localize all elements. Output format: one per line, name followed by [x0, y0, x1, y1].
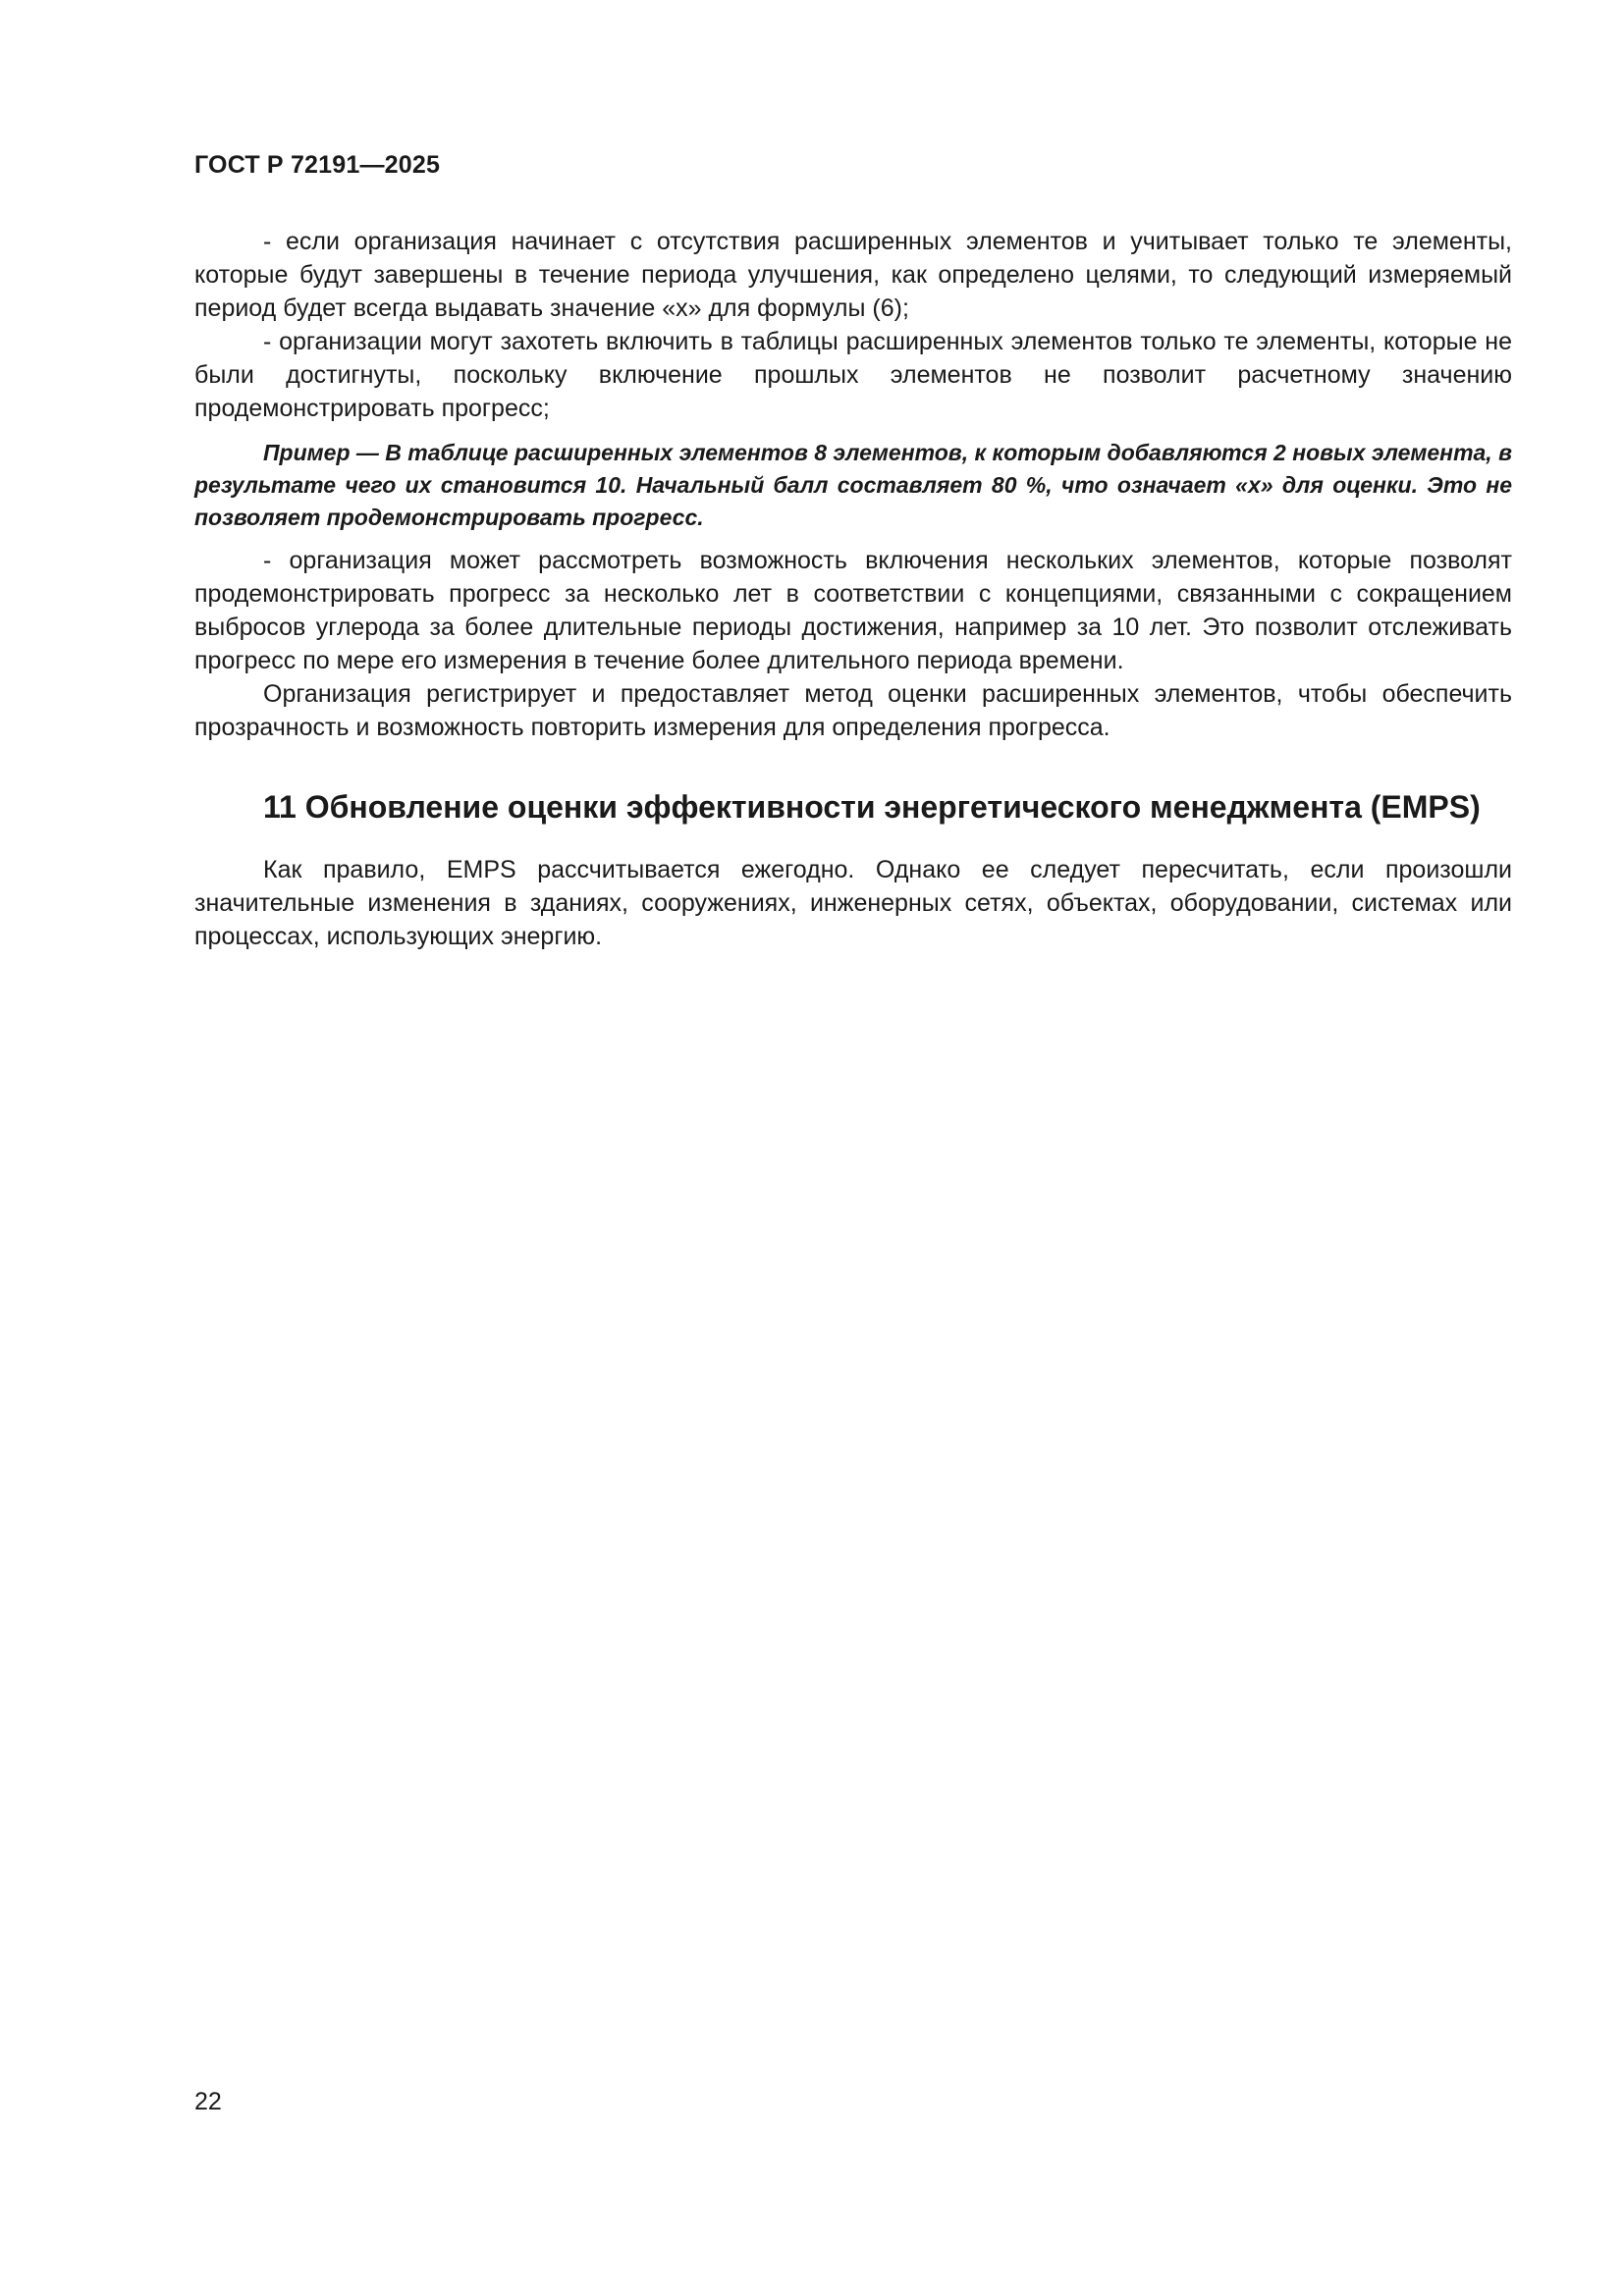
document-content	[194, 225, 1512, 953]
bullet-paragraph-1: - если организация начинает с отсутствия расширенных элементов и учитывает только те элементы, которые будут завершены в течение периода улучшения, как определено целями, то следующий измеряемый период будет всегда выдавать значение «x» для формулы (6);	[194, 228, 1512, 322]
example-note: Пример — В таблице расширенных элементов 8 элементов, к которым добавляются 2 новых элемента, в результате чего их становится 10. Начальный балл составляет 80 %, что означает «x» для оценки. Это не позволяет продемонстрировать прогресс.	[194, 440, 1512, 530]
bullet-paragraph-2: - организации могут захотеть включить в таблицы расширенных элементов только те элементы, которые не были достигнуты, поскольку включение прошлых элементов не позволит расчетному значению продемонстрировать прогресс;	[194, 328, 1512, 422]
section-11-paragraph: Как правило, EMPS рассчитывается ежегодно. Однако ее следует пересчитать, если произошли значительные изменения в зданиях, сооружениях, инженерных сетях, объектах, оборудовании, системах или процессах, использующих энергию.	[194, 856, 1512, 950]
document-id-header: ГОСТ Р 72191—2025	[194, 151, 441, 179]
bullet-paragraph-3: - организация может рассмотреть возможность включения нескольких элементов, которые позволят продемонстрировать прогресс за несколько лет в соответствии с концепциями, связанными с сокращением выбросов углерода за более длительные периоды достижения, например за 10 лет. Это позволит отслеживать прогресс по мере его измерения в течение более длительного периода времени.	[194, 547, 1512, 674]
page-number: 22	[194, 2088, 222, 2115]
section-11-title: 11 Обновление оценки эффективности энергетического менеджмента (EMPS)	[263, 789, 1481, 825]
paragraph-registration: Организация регистрирует и предоставляет метод оценки расширенных элементов, чтобы обеспечить прозрачность и возможность повторить измерения для определения прогресса.	[194, 680, 1512, 741]
